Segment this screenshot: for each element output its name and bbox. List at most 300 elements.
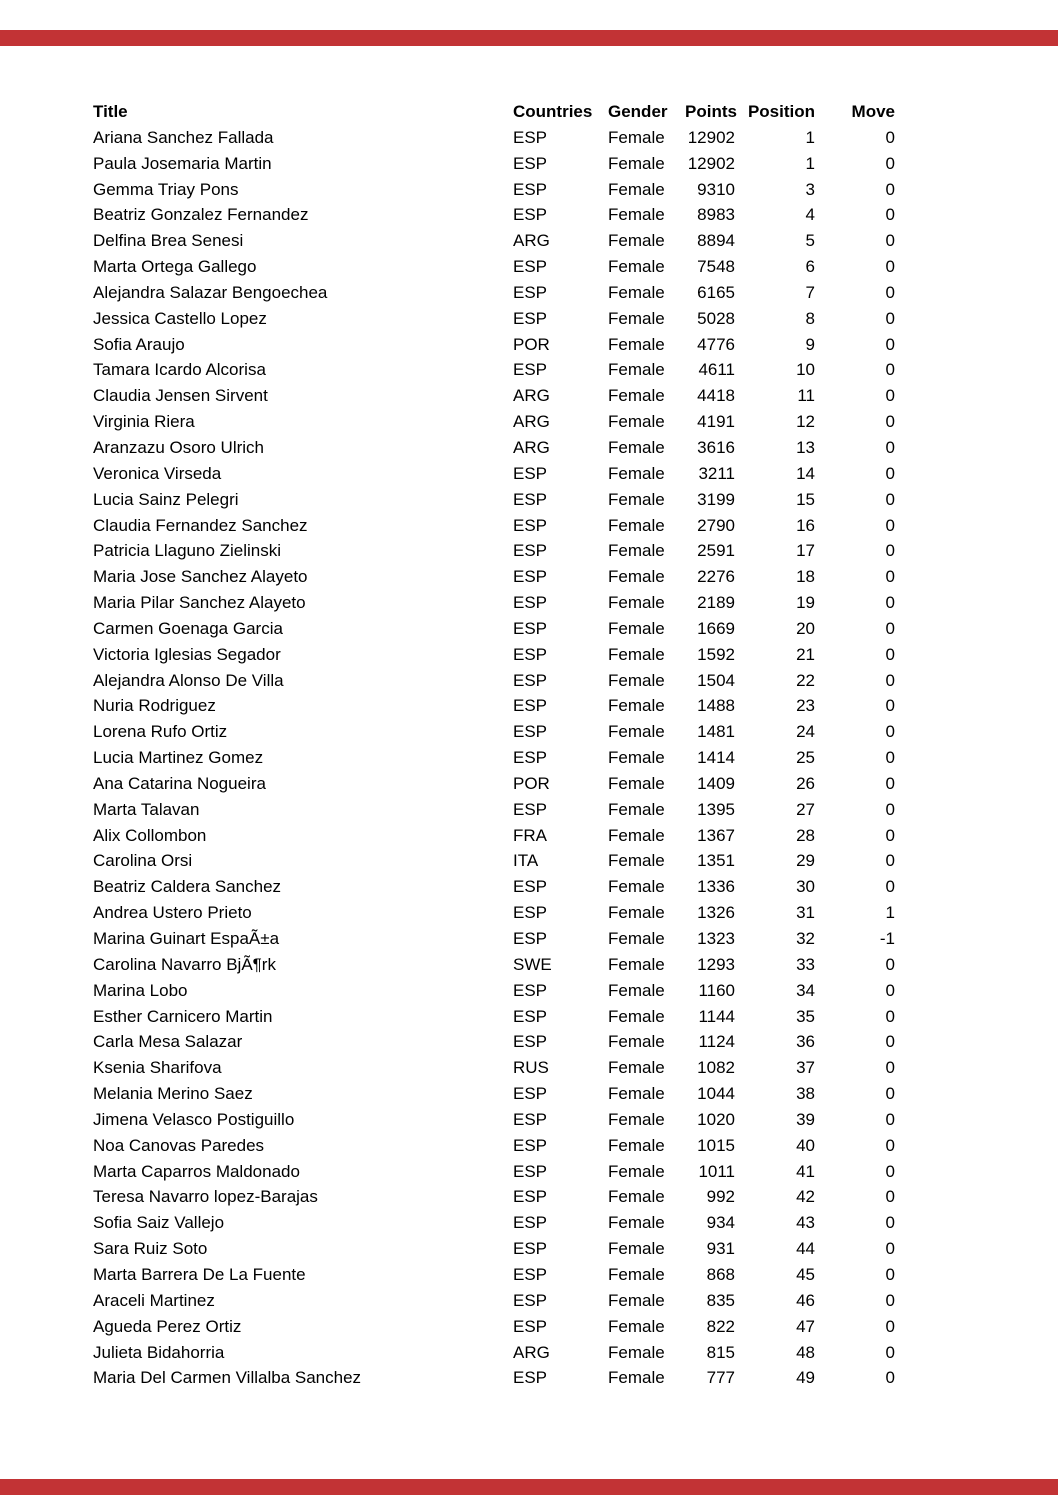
cell-countries: ESP [513, 1032, 548, 1052]
cell-move: 0 [885, 670, 895, 690]
cell-countries: ITA [513, 851, 539, 871]
cell-countries: ESP [513, 1213, 548, 1233]
cell-points: 1020 [697, 1109, 735, 1129]
table-row [93, 1210, 895, 1236]
cell-title: Ariana Sanchez Fallada [93, 127, 274, 147]
cell-title: Jessica Castello Lopez [93, 308, 267, 328]
cell-move: 0 [885, 257, 895, 277]
cell-position: 25 [796, 748, 815, 768]
cell-position: 14 [796, 463, 815, 483]
column-header-gender: Gender [608, 102, 668, 121]
cell-position: 37 [796, 1058, 815, 1078]
cell-move: 0 [885, 1032, 895, 1052]
cell-position: 40 [796, 1135, 815, 1155]
cell-position: 42 [796, 1187, 815, 1207]
cell-countries: ARG [513, 231, 550, 251]
cell-title: Carolina Orsi [93, 851, 193, 871]
cell-points: 1124 [698, 1032, 735, 1052]
cell-countries: POR [513, 773, 550, 793]
cell-position: 5 [805, 231, 815, 251]
cell-move: 0 [885, 1084, 895, 1104]
cell-title: Marina Guinart EspaÃ±a [93, 929, 280, 948]
cell-position: 45 [796, 1264, 815, 1284]
table-row [93, 797, 895, 823]
cell-gender: Female [608, 1290, 665, 1310]
table-row [93, 616, 895, 642]
table-row [93, 1340, 895, 1366]
cell-move: 0 [885, 334, 895, 354]
cell-countries: ESP [513, 515, 548, 535]
cell-countries: ESP [513, 722, 548, 742]
cell-move: 0 [885, 954, 895, 974]
cell-points: 1414 [697, 748, 735, 768]
cell-position: 9 [805, 334, 815, 354]
cell-title: Gemma Triay Pons [93, 179, 239, 199]
cell-title: Maria Del Carmen Villalba Sanchez [93, 1368, 362, 1388]
table-row [93, 202, 895, 228]
cell-position: 32 [796, 929, 815, 948]
cell-gender: Female [608, 825, 665, 845]
table-row [93, 306, 895, 332]
cell-title: Claudia Fernandez Sanchez [93, 515, 308, 535]
cell-points: 934 [706, 1213, 735, 1233]
cell-gender: Female [608, 1316, 665, 1336]
cell-position: 23 [796, 696, 815, 716]
cell-gender: Female [608, 257, 665, 277]
table-row [93, 823, 895, 849]
cell-gender: Female [608, 1187, 665, 1207]
cell-countries: POR [513, 334, 550, 354]
cell-title: Marta Caparros Maldonado [93, 1161, 300, 1181]
cell-position: 28 [796, 825, 815, 845]
cell-gender: Female [608, 877, 665, 897]
cell-move: 0 [885, 799, 895, 819]
table-row [93, 719, 895, 745]
cell-points: 2189 [697, 593, 735, 613]
table-row [93, 693, 895, 719]
cell-position: 16 [796, 515, 815, 535]
table-row [93, 564, 895, 590]
cell-position: 18 [796, 567, 815, 587]
cell-countries: ESP [513, 205, 548, 225]
cell-countries: ESP [513, 1161, 548, 1181]
cell-points: 1488 [697, 696, 735, 716]
cell-title: Sofia Saiz Vallejo [93, 1213, 225, 1233]
column-header-move: Move [851, 102, 895, 121]
cell-gender: Female [608, 386, 665, 406]
cell-gender: Female [608, 515, 665, 535]
cell-points: 1011 [698, 1161, 735, 1181]
cell-gender: Female [608, 929, 665, 948]
cell-points: 1323 [697, 929, 735, 948]
table-row [93, 1365, 895, 1391]
cell-title: Andrea Ustero Prieto [93, 903, 252, 923]
cell-move: 0 [885, 1290, 895, 1310]
cell-points: 5028 [697, 308, 735, 328]
cell-gender: Female [608, 1161, 665, 1181]
cell-move: -1 [879, 929, 895, 948]
cell-position: 21 [796, 644, 815, 664]
cell-move: 0 [885, 773, 895, 793]
cell-title: Julieta Bidahorria [93, 1342, 225, 1362]
cell-position: 4 [805, 205, 815, 225]
cell-position: 8 [805, 308, 815, 328]
cell-gender: Female [608, 851, 665, 871]
table-row [93, 1236, 895, 1262]
cell-points: 2591 [697, 541, 735, 561]
cell-move: 0 [885, 437, 895, 457]
cell-countries: ESP [513, 696, 548, 716]
cell-points: 4418 [697, 386, 735, 406]
cell-gender: Female [608, 179, 665, 199]
cell-position: 3 [805, 179, 815, 199]
cell-gender: Female [608, 334, 665, 354]
cell-position: 47 [796, 1316, 815, 1336]
cell-position: 12 [796, 412, 815, 432]
table-row [93, 409, 895, 435]
cell-move: 0 [885, 593, 895, 613]
cell-title: Nuria Rodriguez [93, 696, 216, 716]
cell-points: 12902 [687, 127, 735, 147]
cell-points: 3616 [697, 437, 735, 457]
cell-move: 0 [885, 412, 895, 432]
cell-gender: Female [608, 1084, 665, 1104]
table-row [93, 1314, 895, 1340]
cell-title: Teresa Navarro lopez-Barajas [93, 1187, 318, 1207]
cell-countries: ESP [513, 257, 548, 277]
table-row [93, 357, 895, 383]
cell-countries: ESP [513, 567, 548, 587]
cell-title: Sara Ruiz Soto [93, 1239, 208, 1259]
table-row [93, 151, 895, 177]
cell-move: 0 [885, 1135, 895, 1155]
cell-move: 0 [885, 567, 895, 587]
cell-title: Lorena Rufo Ortiz [93, 722, 228, 742]
cell-position: 26 [796, 773, 815, 793]
cell-gender: Female [608, 308, 665, 328]
cell-title: Carla Mesa Salazar [93, 1032, 243, 1052]
cell-points: 1326 [697, 903, 735, 923]
cell-title: Jimena Velasco Postiguillo [93, 1109, 295, 1129]
cell-title: Aranzazu Osoro Ulrich [93, 437, 265, 457]
cell-gender: Female [608, 127, 665, 147]
cell-position: 19 [796, 593, 815, 613]
cell-position: 6 [805, 257, 815, 277]
cell-gender: Female [608, 437, 665, 457]
cell-position: 17 [796, 541, 815, 561]
column-header-countries: Countries [513, 102, 593, 121]
cell-title: Paula Josemaria Martin [93, 153, 272, 173]
cell-points: 8894 [697, 231, 735, 251]
cell-gender: Female [608, 282, 665, 302]
cell-title: Marta Barrera De La Fuente [93, 1264, 306, 1284]
table-row [93, 177, 895, 203]
cell-points: 12902 [687, 153, 735, 173]
cell-countries: ESP [513, 1368, 548, 1388]
column-header-title: Title [93, 102, 128, 121]
cell-move: 0 [885, 1058, 895, 1078]
cell-move: 0 [885, 386, 895, 406]
cell-title: Esther Carnicero Martin [93, 1006, 273, 1026]
cell-points: 1481 [697, 722, 735, 742]
table-row [93, 642, 895, 668]
cell-gender: Female [608, 799, 665, 819]
cell-title: Carolina Navarro BjÃ¶rk [93, 954, 276, 974]
cell-countries: ESP [513, 1239, 548, 1259]
cell-position: 39 [796, 1109, 815, 1129]
cell-move: 0 [885, 515, 895, 535]
cell-points: 868 [706, 1264, 735, 1284]
cell-title: Ana Catarina Nogueira [93, 773, 266, 793]
cell-title: Tamara Icardo Alcorisa [93, 360, 266, 380]
cell-position: 31 [796, 903, 815, 923]
cell-move: 0 [885, 1161, 895, 1181]
cell-points: 815 [706, 1342, 735, 1362]
cell-move: 0 [885, 877, 895, 897]
cell-gender: Female [608, 1264, 665, 1284]
cell-points: 822 [706, 1316, 735, 1336]
cell-title: Carmen Goenaga Garcia [93, 618, 283, 638]
cell-points: 4776 [697, 334, 735, 354]
cell-gender: Female [608, 1213, 665, 1233]
cell-position: 7 [805, 282, 815, 302]
cell-gender: Female [608, 1006, 665, 1026]
table-row [93, 668, 895, 694]
table-row [93, 332, 895, 358]
cell-countries: ESP [513, 670, 548, 690]
cell-title: Maria Jose Sanchez Alayeto [93, 567, 308, 587]
cell-move: 0 [885, 748, 895, 768]
cell-gender: Female [608, 980, 665, 1000]
header-row [93, 99, 895, 125]
cell-gender: Female [608, 748, 665, 768]
cell-position: 38 [796, 1084, 815, 1104]
table-row [93, 513, 895, 539]
cell-title: Alix Collombon [93, 825, 207, 845]
cell-gender: Female [608, 954, 665, 974]
cell-points: 1504 [697, 670, 735, 690]
cell-points: 2276 [697, 567, 735, 587]
table-row [93, 1184, 895, 1210]
cell-title: Maria Pilar Sanchez Alayeto [93, 593, 306, 613]
cell-title: Victoria Iglesias Segador [93, 644, 281, 664]
cell-gender: Female [608, 722, 665, 742]
cell-move: 0 [885, 696, 895, 716]
table-row [93, 461, 895, 487]
cell-countries: ESP [513, 929, 548, 948]
cell-gender: Female [608, 231, 665, 251]
cell-gender: Female [608, 618, 665, 638]
cell-points: 9310 [697, 179, 735, 199]
cell-countries: ESP [513, 644, 548, 664]
cell-points: 992 [706, 1187, 735, 1207]
cell-title: Marta Ortega Gallego [93, 257, 257, 277]
cell-title: Marina Lobo [93, 980, 188, 1000]
cell-countries: ESP [513, 463, 548, 483]
cell-points: 4611 [698, 360, 735, 380]
table-row [93, 874, 895, 900]
cell-countries: ESP [513, 980, 548, 1000]
cell-move: 0 [885, 308, 895, 328]
cell-countries: ARG [513, 386, 550, 406]
cell-countries: ESP [513, 799, 548, 819]
table-row [93, 978, 895, 1004]
cell-points: 3199 [697, 489, 735, 509]
column-header-position: Position [747, 102, 815, 121]
cell-points: 1082 [697, 1058, 735, 1078]
cell-countries: ESP [513, 1316, 548, 1336]
cell-gender: Female [608, 1032, 665, 1052]
cell-gender: Female [608, 1239, 665, 1259]
table-row [93, 538, 895, 564]
cell-position: 13 [796, 437, 815, 457]
cell-move: 0 [885, 1187, 895, 1207]
cell-move: 0 [885, 1264, 895, 1284]
cell-position: 43 [796, 1213, 815, 1233]
cell-position: 48 [796, 1342, 815, 1362]
cell-points: 7548 [697, 257, 735, 277]
cell-points: 1293 [697, 954, 735, 974]
cell-points: 1336 [697, 877, 735, 897]
cell-points: 1044 [697, 1084, 735, 1104]
cell-countries: FRA [513, 825, 547, 845]
cell-gender: Female [608, 1109, 665, 1129]
cell-move: 0 [885, 618, 895, 638]
table-row [93, 926, 895, 952]
table-row [93, 1159, 895, 1185]
cell-title: Lucia Martinez Gomez [93, 748, 264, 768]
cell-move: 0 [885, 980, 895, 1000]
cell-points: 1669 [697, 618, 735, 638]
cell-gender: Female [608, 205, 665, 225]
cell-countries: ESP [513, 360, 548, 380]
table-row [93, 1107, 895, 1133]
cell-move: 0 [885, 722, 895, 742]
cell-title: Melania Merino Saez [93, 1084, 253, 1104]
table-row [93, 1133, 895, 1159]
cell-gender: Female [608, 644, 665, 664]
cell-title: Lucia Sainz Pelegri [93, 489, 239, 509]
cell-move: 0 [885, 463, 895, 483]
cell-title: Beatriz Gonzalez Fernandez [93, 205, 309, 225]
cell-points: 777 [706, 1368, 735, 1388]
cell-move: 1 [885, 903, 895, 923]
table-row [93, 1288, 895, 1314]
cell-countries: ESP [513, 748, 548, 768]
table-row [93, 952, 895, 978]
cell-countries: ESP [513, 1109, 548, 1129]
cell-title: Delfina Brea Senesi [93, 231, 244, 251]
cell-title: Claudia Jensen Sirvent [93, 386, 268, 406]
cell-gender: Female [608, 489, 665, 509]
cell-countries: ESP [513, 127, 548, 147]
cell-title: Veronica Virseda [93, 463, 222, 483]
cell-points: 1144 [698, 1006, 735, 1026]
cell-gender: Female [608, 567, 665, 587]
cell-move: 0 [885, 1006, 895, 1026]
cell-move: 0 [885, 489, 895, 509]
cell-gender: Female [608, 1058, 665, 1078]
table-row [93, 590, 895, 616]
cell-position: 46 [796, 1290, 815, 1310]
cell-title: Alejandra Alonso De Villa [93, 670, 284, 690]
cell-move: 0 [885, 153, 895, 173]
cell-countries: ESP [513, 179, 548, 199]
cell-points: 8983 [697, 205, 735, 225]
cell-gender: Female [608, 153, 665, 173]
cell-countries: ESP [513, 541, 548, 561]
cell-position: 41 [796, 1161, 815, 1181]
table-row [93, 1029, 895, 1055]
cell-points: 6165 [697, 282, 735, 302]
table-row [93, 900, 895, 926]
cell-points: 1015 [697, 1135, 735, 1155]
cell-countries: ESP [513, 1084, 548, 1104]
cell-title: Beatriz Caldera Sanchez [93, 877, 282, 897]
table-row [93, 254, 895, 280]
cell-position: 44 [796, 1239, 815, 1259]
cell-gender: Female [608, 593, 665, 613]
cell-points: 1160 [698, 980, 735, 1000]
cell-move: 0 [885, 1109, 895, 1129]
table-row [93, 383, 895, 409]
cell-points: 1409 [697, 773, 735, 793]
cell-countries: ARG [513, 437, 550, 457]
cell-move: 0 [885, 825, 895, 845]
cell-move: 0 [885, 1368, 895, 1388]
cell-countries: ESP [513, 877, 548, 897]
cell-countries: ESP [513, 1187, 548, 1207]
cell-move: 0 [885, 851, 895, 871]
cell-gender: Female [608, 670, 665, 690]
cell-countries: ESP [513, 282, 548, 302]
cell-move: 0 [885, 282, 895, 302]
table-row [93, 1262, 895, 1288]
cell-position: 24 [796, 722, 815, 742]
cell-points: 4191 [697, 412, 735, 432]
cell-points: 1367 [697, 825, 735, 845]
cell-gender: Female [608, 360, 665, 380]
cell-gender: Female [608, 1342, 665, 1362]
cell-points: 1395 [697, 799, 735, 819]
cell-move: 0 [885, 644, 895, 664]
cell-points: 835 [706, 1290, 735, 1310]
cell-countries: ESP [513, 308, 548, 328]
cell-countries: RUS [513, 1058, 549, 1078]
cell-gender: Female [608, 773, 665, 793]
cell-position: 33 [796, 954, 815, 974]
table-body [93, 125, 895, 1391]
cell-position: 10 [796, 360, 815, 380]
table-row [93, 1055, 895, 1081]
cell-gender: Female [608, 1135, 665, 1155]
table-row [93, 228, 895, 254]
top-red-bar [0, 30, 1058, 46]
cell-title: Agueda Perez Ortiz [93, 1316, 242, 1336]
table-row [93, 435, 895, 461]
rankings-table [93, 99, 895, 1391]
cell-title: Virginia Riera [93, 412, 195, 432]
cell-gender: Female [608, 696, 665, 716]
cell-move: 0 [885, 1213, 895, 1233]
cell-countries: ESP [513, 1135, 548, 1155]
cell-move: 0 [885, 360, 895, 380]
bottom-red-bar [0, 1479, 1058, 1495]
cell-position: 1 [805, 153, 815, 173]
cell-position: 36 [796, 1032, 815, 1052]
cell-points: 931 [706, 1239, 735, 1259]
cell-points: 1592 [697, 644, 735, 664]
